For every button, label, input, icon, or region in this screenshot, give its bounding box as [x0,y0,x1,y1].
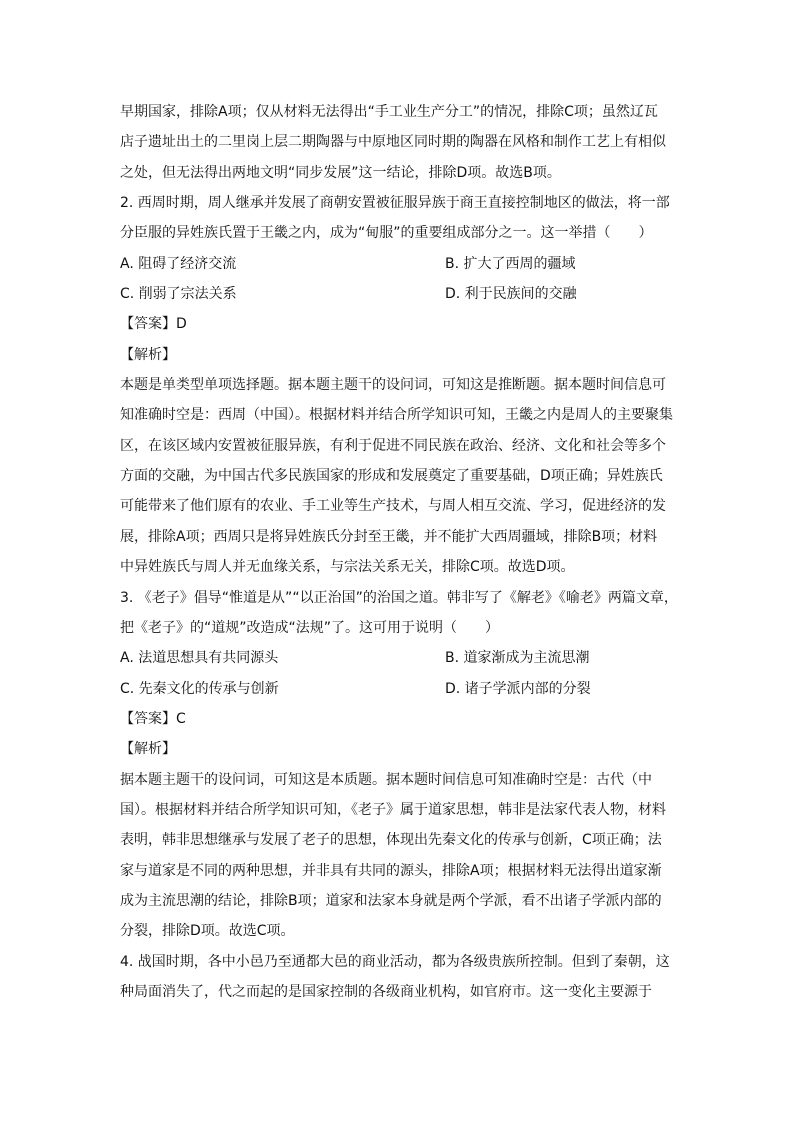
intro-paragraph [120,97,680,188]
question-4 [120,947,680,1008]
options-row [120,674,680,704]
analysis-line: 中异姓族氏与周人并无血缘关系，与宗法关系无关，排除C项。故选D项。 [120,559,575,576]
option-c: C. 先秦文化的传承与创新 [120,680,279,697]
question-stem-line: 2. 西周时期，周人继承并发展了商朝安置被征服异族于商王直接控制地区的做法，将一部 [120,195,670,212]
answer-label: 【答案】D [120,316,187,333]
analysis-label: 【解析】 [120,346,176,363]
document-body [120,97,680,1007]
analysis-line: 方面的交融，为中国古代多民族国家的形成和发展奠定了重要基础，D项正确；异姓族氏 [120,468,663,485]
analysis-line: 区，在该区域内安置被征服异族，有利于促进不同民族在政治、经济、文化和社会等多个 [120,437,666,454]
option-c: C. 削弱了宗法关系 [120,286,237,303]
question-stem-line: 种局面消失了，代之而起的是国家控制的各级商业机构，如官府市。这一变化主要源于 [120,983,652,1000]
analysis-line: 本题是单类型单项选择题。据本题主题干的设问词，可知这是推断题。据本题时间信息可 [120,377,666,394]
options-row [120,643,680,673]
options-row [120,279,680,309]
analysis-line: 家与道家是不同的两种思想，并非具有共同的源头，排除A项；根据材料无法得出道家渐 [120,862,662,879]
question-stem-line: 把《老子》的“道规”改造成“法规”了。这可用于说明（ ） [120,619,500,636]
analysis-line: 分裂，排除D项。故选C项。 [120,923,295,940]
option-d: D. 诸子学派内部的分裂 [445,680,591,697]
option-b: B. 道家渐成为主流思潮 [445,650,590,667]
analysis-line: 成为主流思潮的结论，排除B项；道家和法家本身就是两个学派，看不出诸子学派内部的 [120,892,662,909]
question-2 [120,188,680,582]
question-stem-line: 3. 《老子》倡导“惟道是从”“以正治国”的治国之道。韩非写了《解老》《喻老》两篇文章， [120,589,678,606]
analysis-line: 知准确时空是：西周（中国）。根据材料并结合所学知识可知，王畿之内是周人的主要聚集 [120,407,673,424]
analysis-line: 可能带来了他们原有的农业、手工业等生产技术，与周人相互交流、学习，促进经济的发 [120,498,666,515]
option-d: D. 利于民族间的交融 [445,286,577,303]
text-line: 早期国家，排除A项；仅从材料无法得出“手工业生产分工”的情况，排除C项；虽然辽瓦 [120,104,658,120]
question-stem-line: 分臣服的异姓族氏置于王畿之内，成为“甸服”的重要组成部分之一。这一举措（ ） [120,225,653,242]
text-line: 店子遗址出土的二里岗上层二期陶器与中原地区同时期的陶器在风格和制作工艺上有相似 [120,134,666,151]
question-3 [120,583,680,947]
analysis-line: 据本题主题干的设问词，可知这是本质题。据本题时间信息可知准确时空是：古代（中 [120,771,652,788]
analysis-line: 展，排除A项；西周只是将异姓族氏分封至王畿，并不能扩大西周疆域，排除B项；材料 [120,528,658,545]
answer-label: 【答案】C [120,710,186,727]
option-a: A. 阻碍了经济交流 [120,255,237,272]
option-b: B. 扩大了西周的疆域 [445,255,576,272]
analysis-line: 国）。根据材料并结合所学知识可知，《老子》属于道家思想，韩非是法家代表人物，材料 [120,801,666,818]
analysis-label: 【解析】 [120,741,176,758]
analysis-line: 表明，韩非思想继承与发展了老子的思想，体现出先秦文化的传承与创新，C项正确；法 [120,832,662,849]
question-stem-line: 4. 战国时期，各中小邑乃至通都大邑的商业活动，都为各级贵族所控制。但到了秦朝，这 [120,953,670,970]
options-row [120,249,680,279]
option-a: A. 法道思想具有共同源头 [120,650,279,667]
text-line: 之处，但无法得出两地文明“同步发展”这一结论，排除D项。故选B项。 [120,164,561,181]
